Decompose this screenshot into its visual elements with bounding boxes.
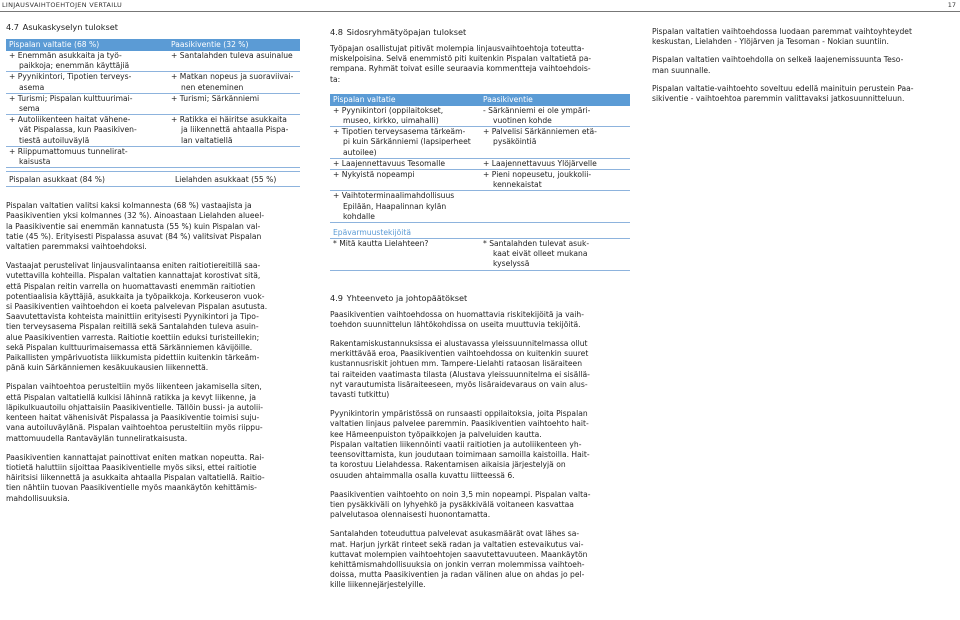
text-line: rempana. Ryhmät toivat esille seuraavia kommentteja vaihtoehdois- [330, 64, 591, 74]
text-line: miskelpoisina. Selvä enemmistö piti kuitenkin Pispalan valtatietä pa- [330, 54, 592, 64]
text-line: si Paasikiventien vaihtoehdon ei koeta palvelevan Pispalan asutusta. [6, 302, 268, 312]
paragraph [330, 529, 630, 590]
text-line: + Ratikka ei häiritse asukkaita [171, 115, 287, 125]
table-cell [480, 239, 630, 270]
table-row [6, 72, 300, 93]
text-line: Vastaajat perustelivat linjausvalintaansa eniten raitiotiereitillä saa- [6, 261, 261, 271]
table-cell [6, 115, 168, 146]
text-line: keskustan, Lielahden - Ylöjärven ja Tesoman - Nokian suuntiin. [652, 37, 889, 47]
text-line: nen eteneminen [181, 82, 244, 92]
uncertainty-heading: Epävarmuustekijöitä [330, 227, 630, 239]
text-line: tatie (45 %). Erityisesti Pispalassa asuvat (84 %) valitsivat Pispalan [6, 231, 262, 241]
table-cell [6, 94, 168, 114]
col-head-pispala: Pispalan valtatie [333, 94, 396, 104]
table-row [6, 115, 300, 147]
column-left [6, 22, 300, 513]
workshop-intro [330, 44, 630, 85]
text-line: että Pispalan valtatiellä kulkisi lähinnä ratikka ja kevyt liikenne, ja [6, 392, 256, 402]
text-line: vutettavilla kohteilla. Pispalan valtatien kannattajat korostivat sitä, [6, 271, 261, 281]
paragraph [330, 339, 630, 400]
text-line: + Laajennettavuus Ylöjärvelle [483, 158, 597, 168]
table-cell [6, 147, 168, 167]
section-heading-4-9: 4.9 Yhteenveto ja johtopäätökset [330, 292, 468, 303]
text-line: autoilee) [343, 147, 377, 157]
text-line: mattomuudella Rantaväylän tunneliratkaisusta. [6, 433, 188, 443]
text-line: valtatien paremmaksi vaihtoehdoksi. [6, 242, 147, 252]
table-cell [168, 94, 300, 114]
text-line: merkittävää eroa, Paasikiventien vaihtoehdossa on kuitenkin suuret [330, 349, 589, 359]
section-heading-4-7: 4.7 Asukaskyselyn tulokset [6, 22, 118, 32]
text-line: + Laajennettavuus Tesomalle [333, 158, 446, 168]
text-line: Pispalan valtatien vaihtoehdossa luodaan paremmat vaihtoyhteydet [652, 27, 912, 36]
text-line: + Autoliikenteen haitat vähene- [9, 115, 131, 125]
table-row [330, 159, 630, 170]
page-number: 17 [947, 1, 956, 9]
survey-table-header [6, 39, 300, 51]
text-line: häiritsisi liikennettä ja asukkaita ahtaalla Pispalan valtatiellä. Raitio- [6, 473, 265, 483]
table-cell [330, 159, 480, 169]
table-cell [330, 239, 480, 270]
text-line: sikiventie - vaihtoehtoa paremmin valittavaksi jatkosuunnitteluun. [652, 94, 905, 104]
text-line: läpikulkuautoilu ohjattaisiin Paasikiventielle. Tällöin bussi- ja autolii- [6, 402, 263, 412]
table-row [330, 170, 630, 191]
text-line: nyt varautumista lisäraiteeseen, myös lisäraidevaraus on vain alus- [330, 379, 588, 389]
text-line: + Turismi; Särkänniemi [171, 93, 260, 103]
text-line: tien pysäkkiväli on lyhyehkö ja pysäkkivälä voitaneen kasvattaa [330, 499, 574, 509]
table-cell [480, 191, 630, 222]
text-line: + Pieni nopeusetu, joukkolii- [483, 170, 592, 180]
text-line: tien terveysasema Pispalan reitillä sekä Santalahden tuleva asuin- [6, 322, 259, 332]
text-line: museo, kirkko, uimahalli) [343, 116, 439, 126]
table-cell [480, 159, 630, 169]
text-line: + Enemmän asukkaita ja työ- [9, 51, 122, 60]
text-line: + Pyynikintori (oppilaitokset, [333, 105, 444, 115]
text-line: Pispalan valtatie-vaihtoehto soveltuu edellä mainituin perustein Paa- [652, 83, 914, 93]
paragraph [6, 453, 300, 504]
table-row [6, 94, 300, 115]
text-line: mahdollisuuksia. [6, 493, 70, 503]
text-line: Pispalan vaihtoehtoa perusteltiin myös liikenteen jakamisella siten, [6, 382, 262, 392]
table-row [6, 147, 300, 168]
table-row [330, 191, 630, 223]
text-line: kaat eivät olleet mukana [493, 249, 588, 259]
section-heading-4-8: 4.8 Sidosryhmätyöpajan tulokset [330, 27, 467, 37]
conclusion-text [652, 27, 952, 104]
text-line: kyselyssä [493, 259, 530, 269]
text-line: kennekaistat [493, 180, 542, 190]
paragraph [6, 201, 300, 252]
paragraph [6, 382, 300, 443]
survey-table-footer [6, 171, 300, 187]
text-line: kille liikennejärjestelyille. [330, 580, 426, 590]
text-line: tiotietä haluttiin sijoittaa Paasikiventielle myös siksi, ettei raitiotie [6, 462, 257, 472]
footer-pispala-residents: Pispalan asukkaat (84 %) [9, 175, 105, 185]
survey-text [6, 201, 300, 503]
text-line: potentiaalisia käyttäjiä, asukkaita ja työpaikkoja. Korkeuseron vuok- [6, 291, 265, 301]
table-cell [168, 147, 300, 167]
paragraph [652, 55, 952, 75]
table-cell [6, 72, 168, 92]
text-line: tien nähtiin tuovan Paasikiventielle myös maankäytön kehittämis- [6, 483, 257, 493]
text-line: Pyynikintorin ympäristössä on runsaasti oppilaitoksia, joita Pispalan [330, 409, 588, 419]
table-cell [480, 106, 630, 126]
text-line: + Matkan nopeus ja suoraviivai- [171, 72, 294, 82]
text-line: sema [19, 104, 40, 114]
paragraph [652, 27, 952, 47]
text-line: pänä kuin Särkänniemen kesäkuukausien liikennettä. [6, 363, 209, 373]
text-line: Epilään, Haapalinnan kylän [343, 201, 447, 211]
table-row [330, 106, 630, 127]
table-row [330, 127, 630, 159]
text-line: asema [19, 82, 45, 92]
text-line: + Riippumattomuus tunnelirat- [9, 146, 128, 156]
text-line: * Santalahden tulevat asuk- [483, 239, 590, 249]
text-line: Paasikiventien vaihtoehto on noin 3,5 min nopeampi. Pispalan valta- [330, 489, 591, 499]
header-title: LINJAUSVAIHTOEHTOJEN VERTAILU [2, 1, 123, 9]
text-line: kuttavat molempien vaihtoehtojen saavutettavuuteen. Maankäytön [330, 549, 588, 559]
text-line: kehittämismahdollisuuksia on jonkin verran molemmissa vaihtoeh- [330, 559, 585, 569]
text-line: ja liikennettä ahtaalla Pispa- [181, 125, 289, 135]
text-line: + Turismi; Pispalan kulttuurimai- [9, 93, 133, 103]
text-line: + Palvelisi Särkänniemen etä- [483, 127, 597, 137]
text-line: doissa, mutta Paasikiventien ja radan välinen alue on ahdas jo pel- [330, 570, 585, 580]
text-line: - Särkänniemi ei ole ympäri- [483, 105, 591, 115]
table-cell [330, 170, 480, 190]
col-head-pispala: Pispalan valtatie (68 %) [9, 40, 100, 49]
col-head-paasikivi: Paasikiventie [483, 94, 533, 104]
text-line: Saavutettavista kohteista mainittiin erityisesti Pyynikintori ja Tipo- [6, 312, 259, 322]
uncertainty-row [330, 239, 630, 271]
text-line: man suunnalle. [652, 65, 711, 75]
text-line: toehdon suunnittelun lähtökohdissa on useita muuttuvia tekijöitä. [330, 319, 581, 329]
table-cell [480, 127, 630, 158]
table-cell [168, 51, 300, 71]
column-right [652, 27, 952, 112]
text-line: * Mitä kautta Lielahteen? [333, 239, 429, 249]
text-line: + Nykyistä nopeampi [333, 170, 415, 180]
text-line: kohdalle [343, 211, 375, 221]
text-line: kaisusta [19, 157, 51, 167]
text-line: + Vaihtoterminaalimahdollisuus [333, 191, 455, 201]
table-cell [6, 51, 168, 71]
text-line: lan valtatiellä [181, 135, 233, 145]
column-middle [330, 27, 630, 600]
text-line: alue Paasikiventien varresta. Raitiotie koettiin eduksi turisteillekin; [6, 332, 260, 342]
text-line: vana autoiluväylänä. Pispalan vaihtoehtoa perusteltiin myös riippu- [6, 423, 263, 433]
paragraph [330, 310, 630, 330]
text-line: + Santalahden tuleva asuinalue [171, 51, 293, 60]
text-line: pysäköintiä [493, 137, 537, 147]
text-line: palvelutasoa olennaisesti huonontamatta. [330, 510, 491, 520]
workshop-table-header [330, 94, 630, 106]
paragraph [652, 84, 952, 104]
table-row [6, 51, 300, 72]
text-line: että Pispalan reitin varrella on huomattavasti enemmän raitiotien [6, 281, 256, 291]
text-line: Paasikiventien yksi kolmannes (32 %). Ainoastaan Lielahden alueel- [6, 211, 265, 221]
paragraph [330, 490, 630, 521]
table-cell [330, 106, 480, 126]
text-line: Paikallisten ympärivuotista liikkumista pidettiin kuitenkin tärkeäm- [6, 353, 260, 363]
survey-table [6, 39, 300, 187]
text-line: Paasikiventien vaihtoehdossa on huomattavia riskitekijöitä ja vaih- [330, 309, 584, 319]
text-line: Pispalan valtatien liikennöinti vaatii raitiotien ja autoliikenteen yh- [330, 439, 582, 449]
text-line: Rakentamiskustannuksissa ei alustavassa yleissuunnitelmassa ollut [330, 339, 588, 349]
footer-lielahti-residents: Lielahden asukkaat (55 %) [175, 175, 277, 185]
text-line: Pispalan valtatien vaihtoehdolla on selkeä laajenemissuunta Teso- [652, 55, 904, 65]
text-line: teensovittamista, kun joudutaan toimimaan samoilla kaistoilla. Hait- [330, 450, 590, 460]
text-line: kee Hämeenpuiston työpaikkojen ja palveluiden kautta. [330, 429, 542, 439]
col-head-paasikivi: Paasikiventie (32 %) [171, 40, 249, 49]
text-line: kenteen haitat vähenisivät Pispalassa ja Paasikiventie toimisi suju- [6, 413, 260, 423]
page-header [0, 0, 960, 12]
paragraph [330, 409, 630, 480]
text-line: tiestä autoiluväylä [19, 135, 90, 145]
text-line: vät Pispalassa, kun Paasikiven- [19, 125, 137, 135]
text-line: valtatien linjaus palvelee paremmin. Paasikiventien vaihtoehto hait- [330, 419, 589, 429]
table-cell [330, 191, 480, 222]
paragraph [6, 261, 300, 373]
text-line: ta korostuu Lielahdessa. Rakentamisen aikaisia järjestelyjä on [330, 460, 566, 470]
table-cell [168, 72, 300, 92]
text-line: tavasti tutkittu) [330, 390, 390, 400]
table-cell [168, 115, 300, 146]
text-line: vuotinen kohde [493, 116, 552, 126]
table-cell [330, 127, 480, 158]
text-line: Pispalan valtatien valitsi kaksi kolmannesta (68 %) vastaajista ja [6, 201, 252, 211]
text-line: pi kuin Särkänniemi (lapsiperheet [343, 137, 471, 147]
text-line: kustannusriskit johtuen mm. Tampere-Lielahti rataosan lisäraiteen [330, 359, 583, 369]
text-line: ta: [330, 74, 341, 84]
text-line: + Tipotien terveysasema tärkeäm- [333, 127, 466, 137]
text-line: paikkoja; enemmän käyttäjiä [19, 61, 130, 71]
summary-text [330, 310, 630, 591]
text-line: Paasikiventien kannattajat painottivat eniten matkan nopeutta. Rai- [6, 452, 265, 462]
text-line: mat. Harjun jyrkät rinteet sekä radan ja valtatien estevaikutus vai- [330, 539, 584, 549]
text-line: la Paasikiventie sai enemmän kannatusta (55 %) kuin Pispalan val- [6, 221, 261, 231]
text-line: + Pyynikintori, Tipotien terveys- [9, 72, 132, 82]
text-line: sekä Pispalan kulttuurimaisemassa että Särkänniemen kävijöille. [6, 342, 253, 352]
table-cell [480, 170, 630, 190]
text-line: osuuden ahtaimmalla osalla kuvattu liitteessä 6. [330, 470, 515, 480]
text-line: Työpajan osallistujat pitivät molempia linjausvaihtoehtoja toteutta- [330, 44, 585, 53]
text-line: tai raiteiden vaatimasta tilasta (Alustava yleissuunnitelma ei sisällä- [330, 369, 590, 379]
text-line: Santalahden toteuduttua palvelevat asukasmäärät ovat lähes sa- [330, 529, 580, 539]
workshop-table [330, 94, 630, 271]
